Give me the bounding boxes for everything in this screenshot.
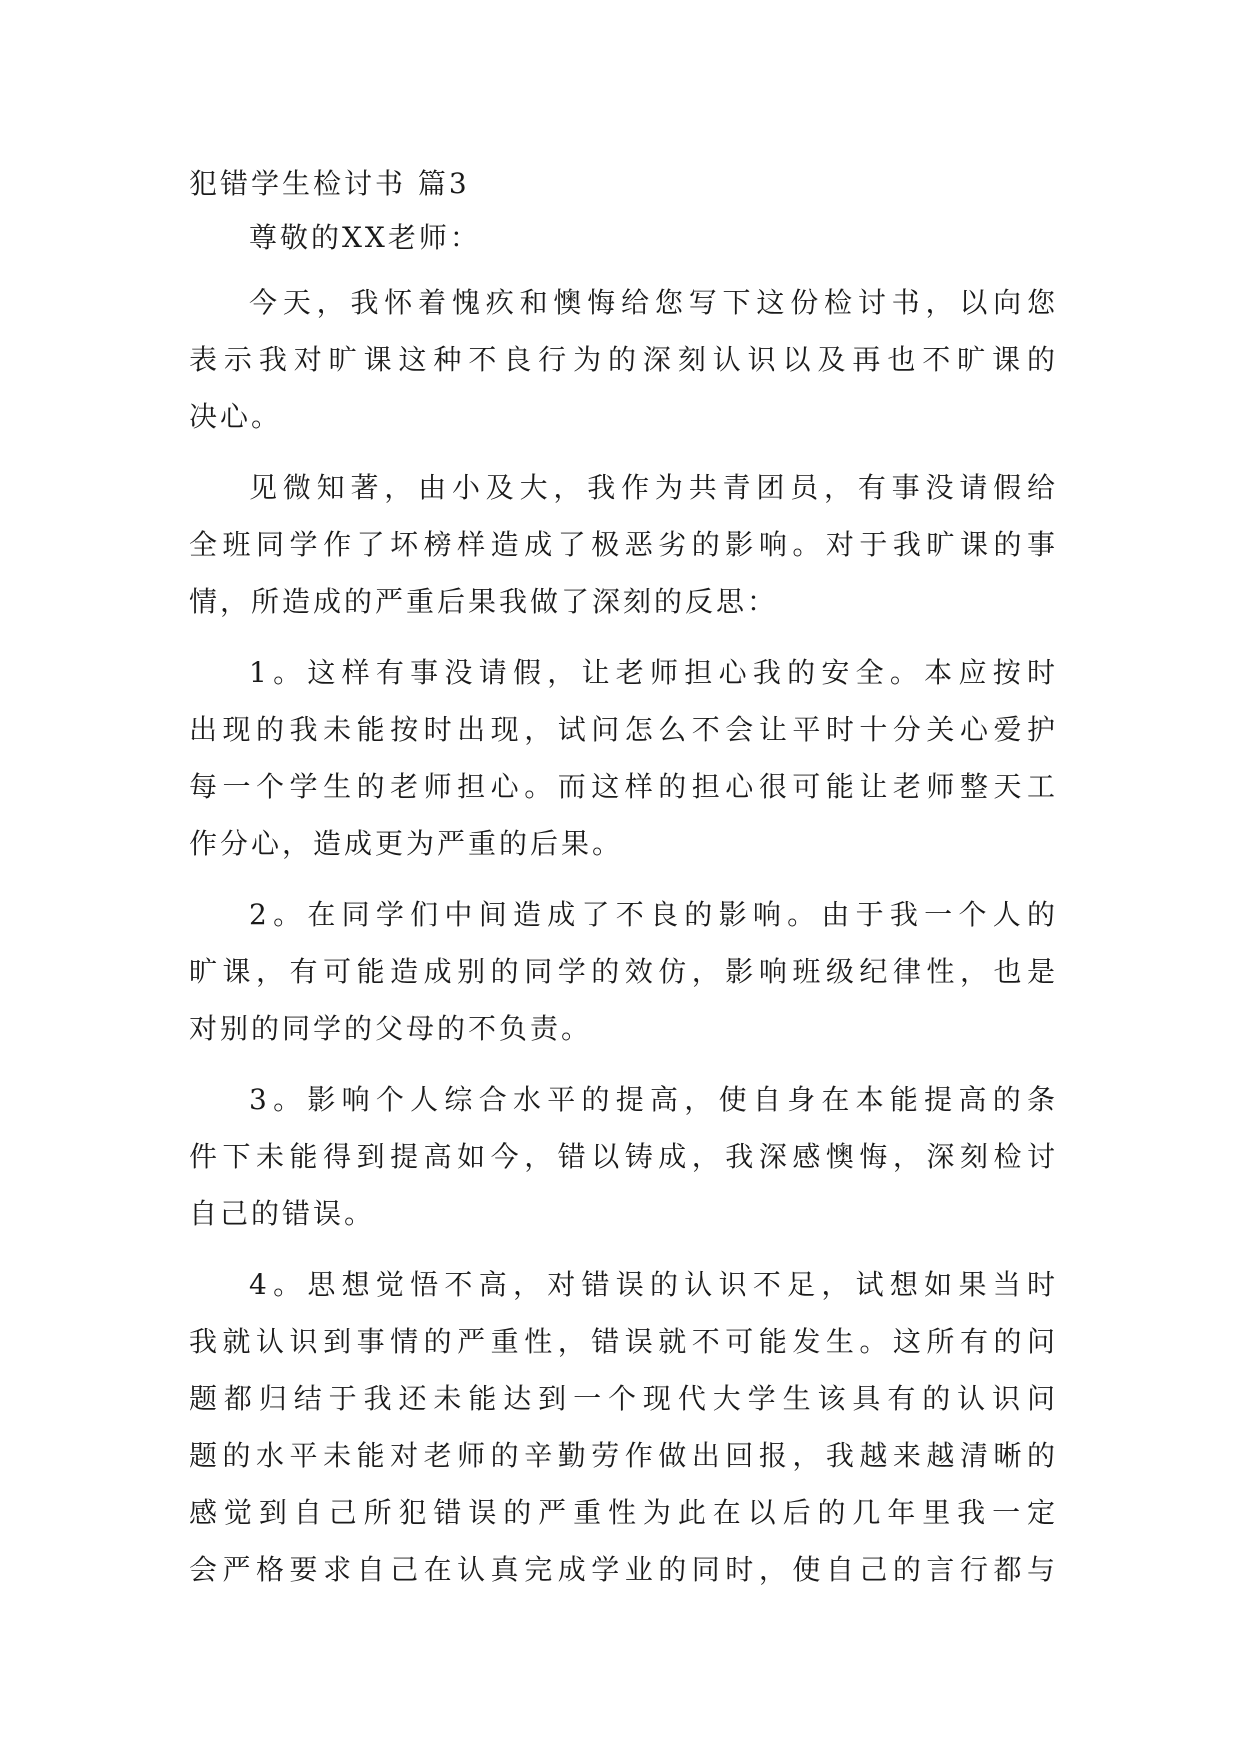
paragraph-2 <box>189 445 1055 630</box>
paragraph-3 <box>189 630 1055 872</box>
paragraph-line: 会严格要求自己在认真完成学业的同时，使自己的言行都与 <box>189 1553 1055 1586</box>
paragraph-line: 每一个学生的老师担心。而这样的担心很可能让老师整天工 <box>189 770 1055 803</box>
document-body <box>189 162 1055 1598</box>
paragraph-line: 1。这样有事没请假，让老师担心我的安全。本应按时 <box>249 656 1055 689</box>
paragraph-1 <box>189 260 1055 445</box>
paragraph-line: 表示我对旷课这种不良行为的深刻认识以及再也不旷课的 <box>189 343 1055 376</box>
paragraph-line: 件下未能得到提高如今，错以铸成，我深感懊悔，深刻检讨 <box>189 1140 1055 1173</box>
paragraph-line: 决心。 <box>189 400 283 433</box>
paragraph-line: 见微知著，由小及大，我作为共青团员，有事没请假给 <box>249 471 1055 504</box>
paragraph-line: 出现的我未能按时出现，试问怎么不会让平时十分关心爱护 <box>189 713 1055 746</box>
salutation: 尊敬的XX老师： <box>249 221 481 254</box>
document-title: 犯错学生检讨书 篇3 <box>189 167 470 200</box>
paragraph-line: 今天，我怀着愧疚和懊悔给您写下这份检讨书，以向您 <box>249 286 1055 319</box>
paragraph-line: 全班同学作了坏榜样造成了极恶劣的影响。对于我旷课的事 <box>189 528 1055 561</box>
paragraph-line: 旷课，有可能造成别的同学的效仿，影响班级纪律性，也是 <box>189 955 1055 988</box>
paragraph-line: 3。影响个人综合水平的提高，使自身在本能提高的条 <box>249 1083 1055 1116</box>
paragraph-6 <box>189 1242 1055 1598</box>
paragraph-line: 我就认识到事情的严重性，错误就不可能发生。这所有的问 <box>189 1325 1055 1358</box>
paragraph-line: 对别的同学的父母的不负责。 <box>189 1012 593 1045</box>
paragraph-line: 情，所造成的严重后果我做了深刻的反思： <box>189 585 779 618</box>
paragraph-line: 题都归结于我还未能达到一个现代大学生该具有的认识问 <box>189 1382 1055 1415</box>
paragraph-line: 2。在同学们中间造成了不良的影响。由于我一个人的 <box>249 898 1055 931</box>
paragraph-line: 作分心，造成更为严重的后果。 <box>189 827 624 860</box>
paragraph-line: 感觉到自己所犯错误的严重性为此在以后的几年里我一定 <box>189 1496 1055 1529</box>
paragraph-line: 4。思想觉悟不高，对错误的认识不足，试想如果当时 <box>249 1268 1055 1301</box>
paragraph-5 <box>189 1057 1055 1242</box>
paragraph-line: 题的水平未能对老师的辛勤劳作做出回报，我越来越清晰的 <box>189 1439 1055 1472</box>
paragraph-4 <box>189 872 1055 1057</box>
paragraph-line: 自己的错误。 <box>189 1197 376 1230</box>
